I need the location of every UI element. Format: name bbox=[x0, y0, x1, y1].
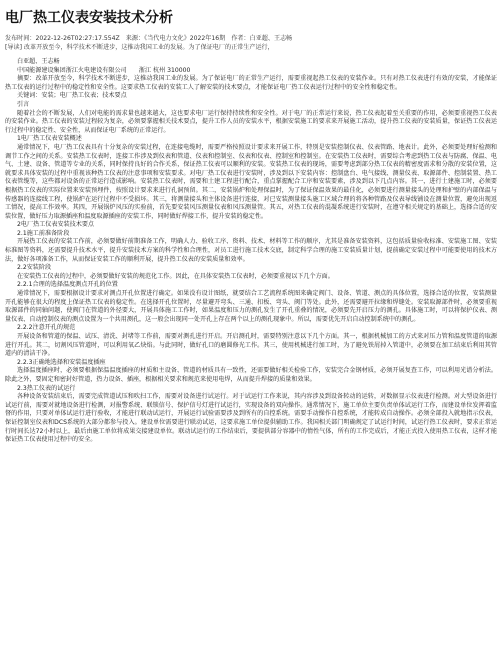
publish-meta: 发布时间：2022-12-26T02:27:17.554Z 来源：《当代电力文化》2022年16期 作者：白亚超、王志畅 bbox=[5, 35, 293, 42]
section-2-2-2-paragraph: 开展设备和管道的保温、试压、清洗、封堵等工作前，需要对测孔进行开启。开启测孔时，需要特别注意以下几个方面。其一，根据机械加工的方式来对压力管和温度管道的取源进行开孔。其二，切割风压管道时，可以利用氧乙炔焰。与此同时，做好孔口的磨圆修光工作。其三，使用机械进行加工时，为了避免铁屑掉入管道中，必须要在加工结束后利用其管道内的清洁干净。 bbox=[5, 333, 497, 358]
abstract-lead: [导读] 改革开放至今，科学技术不断进步，这推动我国工业的发展。为了保证电厂的正常生产运行， bbox=[5, 44, 274, 51]
section-2-3-paragraph: 各种设备安装结束后，需要完成管道试压和吹扫工作，需要对设备进行试运行。对于试运行工作来说，其内容涉及到设备转动的运转，对数据显示仪表进行检测。对大型设备进行试运行前，需要对就地设备进行检测，对报警系统、联锁信号、保护信号灯进行试运行，实现设备的双向操作。通常情况下，施工单位主要负责单体试运行工作，而建设单位发挥着监督的作用，只要对单体试运行进行验收，才能进行联动试运行，开展运行试验需要涉及到所有的自控系统。需要手动操作自控系统，才能转成自动操作。必须全部投入就地指示仪表，保证控制室仪表和DCS系统的大部分都参与投入。建设单位需要进行联动试运，这要求施工单位提供辅助工作。我国相关部门明确规定了试运行时间，试运行热工仪表时，要求正常运行时间长达72小时以上，最后由施工单位将成果交接建设单位。联动试运行的工作结束后，要提供部分容器中的惰性气体，所有的工作完成后，才能正式投入使用热工仪表，这样才能保证热工仪表使用过程中的安全。 bbox=[5, 393, 497, 444]
summary-paragraph: 摘要：改革开放至今，科学技术不断进步，这推动我国工业的发展。为了保证电厂的正常生产运行，需要重视起热工仪表的安装作业。只有对热工仪表进行有效的安装，才能保证热工仪表的运行过程中的稳定性和安全性。这要求热工仪表的安装工人了解安装的技术要点，才能保证电厂热工仪表运行过程中的安全性和稳定性。 bbox=[5, 75, 497, 91]
section-2-2-3-heading: 2.2.3正确地选择和安装温度插座 bbox=[17, 358, 106, 366]
section-2-2-paragraph: 在安装热工仪表的过程中，必须要做好安装的规范化工作。因此，在具体安装热工仪表时，必须要重视以下几个方面。 bbox=[17, 272, 334, 280]
section-2-2-1-heading: 2.2.1合理的选择温度测点开孔的位置 bbox=[17, 281, 118, 289]
section-2-2-2-heading: 2.2.2注意开孔的规范 bbox=[17, 324, 76, 332]
section-2-2-3-paragraph: 选择温度插座时，必须要根据保温温度插座的材质和主设备、管道的材质具有一致性，还需要做好相关检验工作，安装完合金钢材质，必须开展复查工作，可以利用光谱分析法。除此之外，要固定和密封好管道，热力设备、插座，根据相关要求和规范来使用电焊，从而提升焊接的质量和效果。 bbox=[5, 367, 497, 383]
section-2-1-heading: 2.1施工前准备阶段 bbox=[17, 229, 70, 237]
section-2-heading: 2电厂热工仪表安装技术要点 bbox=[17, 221, 95, 229]
keywords: 关键词：安装；电厂热工仪表；技术要点 bbox=[17, 92, 127, 100]
section-1-paragraph: 通常情况下，电厂热工仪表具有十分复杂的安装过程，在连接电缆时，需要严格按照设计要求来开展工作，特别是安装控制仪表、仪表管路、地表计。此外，必须要处理好检测和调节工作之间的关系。安装热工仪表时，连接工作涉及到仪表和管道、仪表和控制室、仪表和仪表、控制室和控制室。在安装热工仪表时，需要综合考虑到热工仪表与防腐、保温、电气、土建、设备、管道等专业的关系，同时保持良好的合作关系，保证热工仪表可以顺利的安装。安装热工仪表的现场，需要考虑到部分热工仪表的精密度需求和分散的安装位置，这就要求具体安装的过程中重视该种热工仪表的注意事项和安装要求。对电厂热工仪表进行安装时，涉及到以下安装内容：控制盘台、电气接线、测量仪表、取源部件、控制装置、热工仪表管缆等，这些都对设备的正常运行造成影响。安装热工仪表时，需要和土建工程进行配合，重点掌握配合工序和安装要素，涉及到以下几点内容。其一，进行土建施工时，必须要根据热工仪表的实际位置来安装预埋件，按照设计要求来进行孔洞预留。其二，安装锅炉和处理保温时，为了保证保温效果的最佳化，必须要进行测量接头的处理和护壁的内部保温与传感器的连接线工程，使锅炉在运行过程中不受损坏。其三，将测量接头和主体设备进行连接，对已安装测量接头施工区域合理的将各种管路及仪表导线铺设在测量位置，避免出现返工情况，提高工作效率。其四，开展锅炉风压的实验前，首先要安装风压测量仪表和风压测量管。其五，对热工仪表的混凝系统进行安装时，在遵守相关规定的基础上，选择合适的安装位置，做好压力取源插座和温度取源插座的安装工作，同时做好焊接工作，提升安装的稳定性。 bbox=[5, 143, 497, 220]
affiliation: 中国能源建设集团浙江火电建设有限公司 浙江 杭州 310000 bbox=[17, 66, 191, 74]
authors: 白亚超、王志畅 bbox=[17, 58, 60, 65]
section-2-2-1-paragraph: 通常情况下，需要根据设计要求对测点开孔位置进行确定。如果没有设计图纸，就要结合工艺流程系统图来确定阀门、设备、管道、测点的具体位置，选择合适的位置，安装测量开孔能够在很大的程度上保证热工仪表的稳定性。在选择开孔位置时，尽量避开弯头、三通、扣板、弯头、阀门等处。此外，还需要避开拉缘和焊缝处。安装取源部件时，必须要重视取源部件的同轴问题，使阀门在管道的外径要大，开展具体施工工作时，如果温度和压力的测孔发生了开孔重叠的情况，必须要先开启压力的测孔。具体施工时，可以将保护仪表、测量仪表、自动控制仪表的测点设置为一个共用测孔，这一般会出现同一处开孔上存在两个以上的测孔现象中。所以，需要优先开启自动控制系统中的测孔。 bbox=[5, 290, 497, 323]
section-1-heading: 1电厂热工仪表安装概述 bbox=[17, 135, 82, 143]
section-2-1-paragraph: 开展热工仪表的安装工作前，必须要做好前期准备工作，明确人力、验收工序、资料、技术、材料等工作的顺序，尤其是准备安装资料，这包括质量验收标准、安装施工图、安装标准图等资料，还需要提升技术水平，提升安装技术方案的科学性和合理性，对员工进行施工技术交底，制定科学合理的施工安装质量计划，提前确定安装过程中可能要使用的技术方法，做好各项准备工作，从而保证安装工作的顺利开展，提升热工仪表的安装质量和效率。 bbox=[5, 238, 497, 263]
article-title: 电厂热工仪表安装技术分析 bbox=[5, 10, 173, 26]
intro-heading: 引言 bbox=[17, 100, 30, 108]
section-2-2-heading: 2.2安装阶段 bbox=[17, 264, 52, 272]
section-2-3-heading: 2.3热工仪表的试运行 bbox=[17, 384, 76, 392]
intro-paragraph: 随着社会的不断发展，人们对电能的需求量也越来越大，这也要求电厂运行保持持续性和安全性。对于电厂的正常运行来说，热工仪表起着至关重要的作用，必须要重视热工仪表的安装作业。热工仪表的安装过程较为复杂，必须要掌握相关技术要点，提升工作人员的安装水平，根据安装施工的要求来开展施工活动，提升热工仪表的安装质量，保证热工仪表运行过程中的稳定性、安全性，从而保证电厂系统的正常运行。 bbox=[5, 109, 497, 134]
